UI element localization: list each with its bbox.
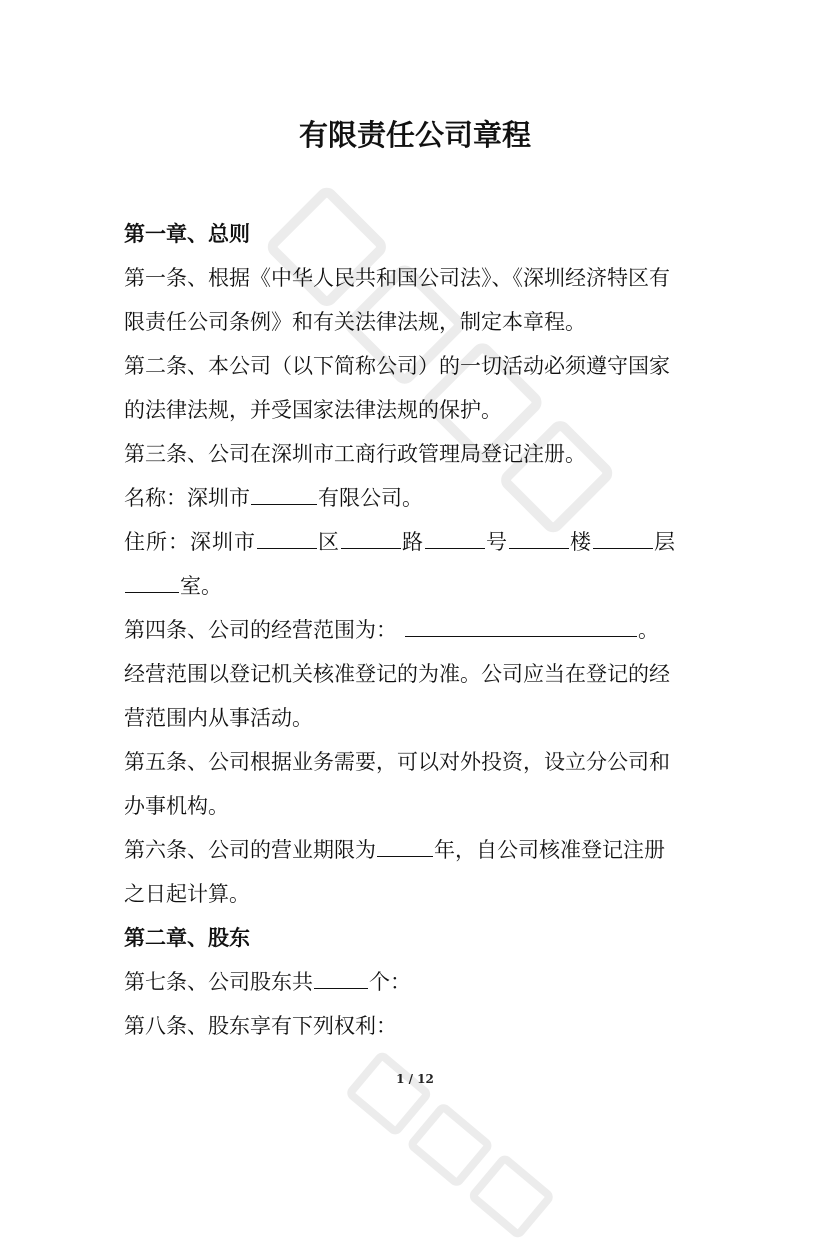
address-floor-label: 层 — [654, 530, 676, 554]
article-6-suffix: 年，自公司核准登记注册 — [434, 838, 665, 862]
business-scope-blank — [405, 614, 637, 637]
article-1-line-2: 限责任公司条例》和有关法律法规，制定本章程。 — [124, 310, 586, 334]
article-7-prefix: 第七条、公司股东共 — [124, 970, 313, 994]
article-7-line — [124, 960, 709, 1004]
scope-line-1: 经营范围以登记机关核准登记的为准。公司应当在登记的经 — [124, 662, 670, 686]
article-6-line-1 — [124, 828, 709, 872]
road-blank — [341, 526, 401, 549]
document-body — [124, 212, 709, 1048]
article-4-suffix: 。 — [638, 618, 659, 642]
page-number: 1 / 12 — [396, 1072, 434, 1086]
article-5-line-2: 办事机构。 — [124, 794, 229, 818]
article-4-prefix: 第四条、公司的经营范围为： — [124, 618, 397, 642]
article-4-line — [124, 608, 709, 652]
article-1-line-1: 第一条、根据《中华人民共和国公司法》、《深圳经济特区有 — [124, 266, 670, 290]
chapter-1-heading: 第一章、总则 — [124, 222, 250, 246]
article-2-line-2: 的法律法规，并受国家法律法规的保护。 — [124, 398, 502, 422]
floor-blank — [593, 526, 653, 549]
scope-line-2: 营范围内从事活动。 — [124, 706, 313, 730]
article-7-suffix: 个： — [369, 970, 411, 994]
address-line-1 — [124, 520, 709, 564]
company-name-prefix: 名称：深圳市 — [124, 486, 250, 510]
address-district-label: 区 — [318, 530, 340, 554]
article-6-prefix: 第六条、公司的营业期限为 — [124, 838, 376, 862]
article-6-line-2: 之日起计算。 — [124, 882, 250, 906]
shareholder-count-blank — [314, 966, 368, 989]
term-years-blank — [377, 834, 433, 857]
room-blank — [125, 570, 179, 593]
article-3-line-1: 第三条、公司在深圳市工商行政管理局登记注册。 — [124, 442, 586, 466]
address-road-label: 路 — [402, 530, 424, 554]
article-5-line-1: 第五条、公司根据业务需要，可以对外投资，设立分公司和 — [124, 750, 670, 774]
document-title: 有限责任公司章程 — [298, 118, 531, 152]
address-number-label: 号 — [486, 530, 508, 554]
chapter-2-heading: 第二章、股东 — [124, 926, 250, 950]
article-2-line-1: 第二条、本公司（以下简称公司）的一切活动必须遵守国家 — [124, 354, 670, 378]
number-blank — [425, 526, 485, 549]
company-name-suffix: 有限公司。 — [318, 486, 423, 510]
district-blank — [257, 526, 317, 549]
company-name-line — [124, 476, 709, 520]
address-prefix: 住所：深圳市 — [124, 530, 256, 554]
address-building-label: 楼 — [570, 530, 592, 554]
building-blank — [509, 526, 569, 549]
company-name-blank — [251, 482, 317, 505]
article-8-line-1: 第八条、股东享有下列权利： — [124, 1014, 397, 1038]
address-room-label: 室。 — [180, 574, 222, 598]
address-line-2 — [124, 564, 709, 608]
